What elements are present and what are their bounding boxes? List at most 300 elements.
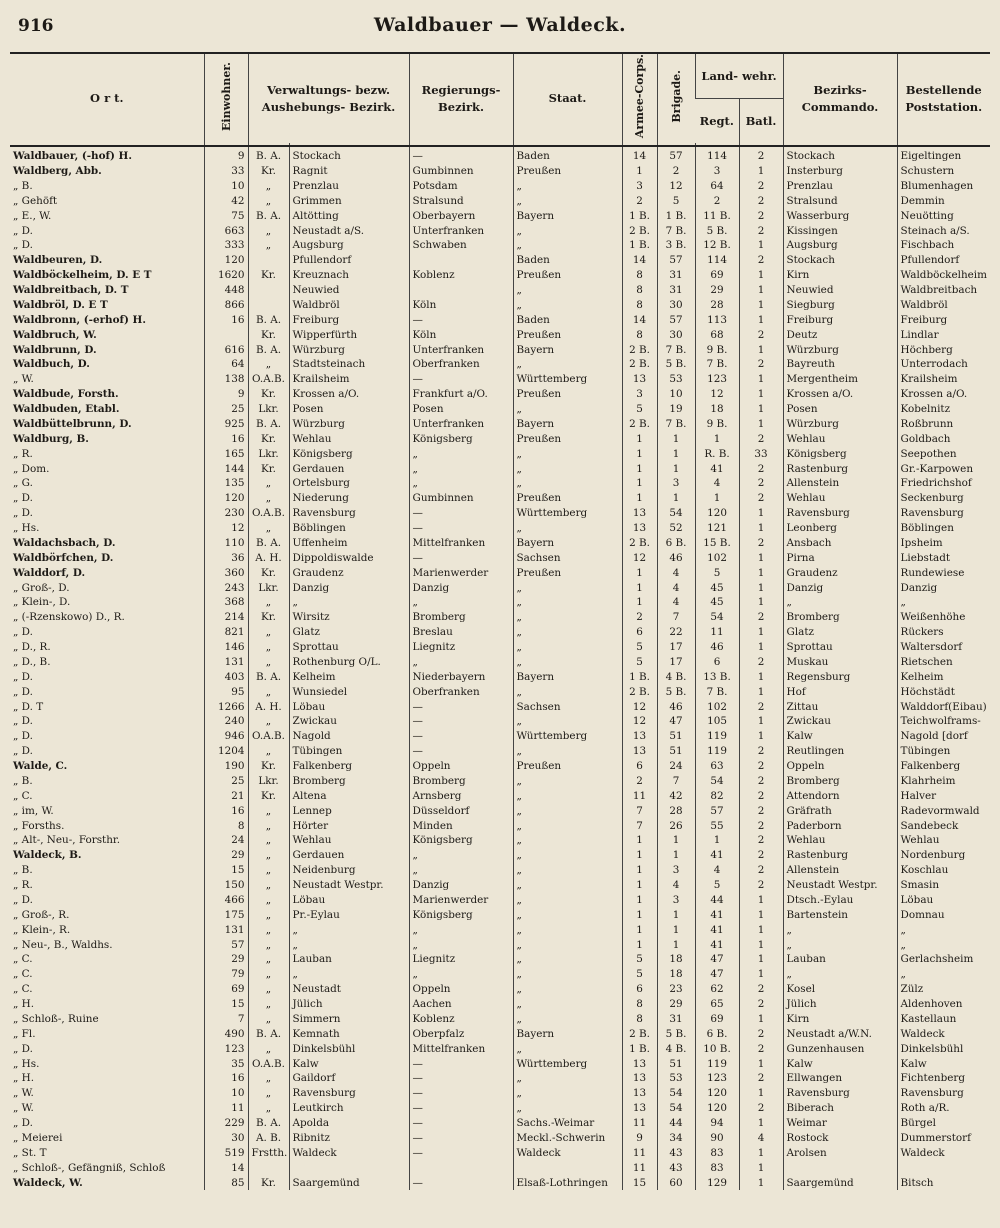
cell-ort: „ Hs. [13, 1057, 40, 1070]
table-row [10, 209, 990, 224]
cell-landwehr-batl: 1 [739, 952, 783, 967]
cell-regierungsbezirk: „ [409, 476, 513, 491]
cell-poststation: Smasin [897, 878, 990, 893]
cell-staat: Preußen [513, 268, 622, 283]
cell-staat: „ [513, 640, 622, 655]
cell-poststation: Tübingen [897, 744, 990, 759]
gazetteer-table [10, 54, 990, 1190]
cell-brigade: 34 [657, 1131, 695, 1146]
cell-landwehr-regt: 82 [695, 789, 739, 804]
table-row [10, 610, 990, 625]
cell-ort: „ C. [13, 968, 33, 981]
cell-behoerde: Lkr. [248, 402, 289, 417]
cell-ort: „ R. [13, 879, 33, 892]
cell-landwehr-batl: 1 [739, 551, 783, 566]
table-row [10, 1057, 990, 1072]
cell-landwehr-batl: 1 [739, 581, 783, 596]
cell-bezirks-commando: Freiburg [783, 313, 897, 328]
cell-einwohner: 146 [204, 640, 248, 655]
table-row [10, 551, 990, 566]
cell-landwehr-regt: 105 [695, 714, 739, 729]
cell-behoerde: Kr. [248, 789, 289, 804]
cell-brigade: 30 [657, 328, 695, 343]
cell-armee-corps: 6 [622, 759, 657, 774]
cell-regierungsbezirk: — [409, 1057, 513, 1072]
cell-brigade: 1 [657, 923, 695, 938]
cell-verwaltungsbezirk: Neustadt Westpr. [289, 878, 409, 893]
cell-landwehr-batl: 2 [739, 1071, 783, 1086]
cell-armee-corps: 13 [622, 1071, 657, 1086]
cell-regierungsbezirk: Oberfranken [409, 685, 513, 700]
cell-landwehr-regt: 9 B. [695, 417, 739, 432]
cell-landwehr-batl: 4 [739, 1131, 783, 1146]
cell-behoerde: Kr. [248, 387, 289, 402]
cell-bezirks-commando: Rastenburg [783, 462, 897, 477]
cell-ort: Waldachsbach, D. [13, 536, 116, 549]
cell-armee-corps: 2 [622, 774, 657, 789]
cell-bezirks-commando: Siegburg [783, 298, 897, 313]
cell-staat: „ [513, 804, 622, 819]
cell-poststation: Fichtenberg [897, 1071, 990, 1086]
cell-regierungsbezirk: „ [409, 848, 513, 863]
cell-staat: „ [513, 194, 622, 209]
cell-einwohner: 9 [204, 143, 248, 164]
cell-landwehr-batl: 1 [739, 313, 783, 328]
cell-landwehr-regt: 5 [695, 878, 739, 893]
cell-armee-corps: 2 B. [622, 417, 657, 432]
cell-brigade: 7 B. [657, 343, 695, 358]
cell-verwaltungsbezirk: Neuwied [289, 283, 409, 298]
cell-bezirks-commando: Ansbach [783, 536, 897, 551]
cell-landwehr-batl: 1 [739, 1146, 783, 1161]
cell-einwohner: 11 [204, 1101, 248, 1116]
cell-poststation: Freiburg [897, 313, 990, 328]
cell-regierungsbezirk: — [409, 143, 513, 164]
cell-landwehr-batl: 1 [739, 372, 783, 387]
cell-ort: „ D. [13, 1117, 33, 1130]
cell-landwehr-regt: 13 B. [695, 670, 739, 685]
cell-staat: „ [513, 863, 622, 878]
cell-einwohner: 135 [204, 476, 248, 491]
cell-landwehr-regt: 119 [695, 744, 739, 759]
cell-verwaltungsbezirk: Posen [289, 402, 409, 417]
cell-armee-corps: 13 [622, 1101, 657, 1116]
cell-brigade: 7 B. [657, 224, 695, 239]
cell-armee-corps: 1 [622, 833, 657, 848]
table-row [10, 194, 990, 209]
cell-behoerde: „ [248, 238, 289, 253]
cell-brigade: 12 [657, 179, 695, 194]
cell-einwohner: 16 [204, 804, 248, 819]
cell-verwaltungsbezirk: Pfullendorf [289, 253, 409, 268]
cell-regierungsbezirk: Frankfurt a/O. [409, 387, 513, 402]
cell-ort: Waldbruch, W. [13, 328, 97, 341]
cell-armee-corps: 8 [622, 997, 657, 1012]
cell-behoerde: „ [248, 1042, 289, 1057]
table-row [10, 447, 990, 462]
cell-regierungsbezirk: — [409, 700, 513, 715]
cell-landwehr-batl: 1 [739, 625, 783, 640]
cell-behoerde: „ [248, 997, 289, 1012]
cell-einwohner: 95 [204, 685, 248, 700]
cell-landwehr-batl: 2 [739, 253, 783, 268]
cell-einwohner: 1620 [204, 268, 248, 283]
cell-einwohner: 21 [204, 789, 248, 804]
cell-einwohner: 16 [204, 432, 248, 447]
cell-staat: Sachsen [513, 551, 622, 566]
cell-landwehr-regt: 65 [695, 997, 739, 1012]
cell-behoerde: O.A.B. [248, 729, 289, 744]
cell-brigade: 29 [657, 997, 695, 1012]
cell-bezirks-commando: Kalw [783, 1057, 897, 1072]
cell-behoerde: „ [248, 938, 289, 953]
cell-einwohner: 123 [204, 1042, 248, 1057]
cell-poststation: Dinkelsbühl [897, 1042, 990, 1057]
cell-landwehr-regt: 83 [695, 1161, 739, 1176]
cell-landwehr-batl: 1 [739, 164, 783, 179]
cell-staat: „ [513, 476, 622, 491]
cell-brigade: 3 [657, 476, 695, 491]
cell-staat: „ [513, 952, 622, 967]
cell-landwehr-regt: 114 [695, 143, 739, 164]
cell-regierungsbezirk: Oberbayern [409, 209, 513, 224]
cell-verwaltungsbezirk: Würzburg [289, 343, 409, 358]
cell-einwohner: 131 [204, 655, 248, 670]
cell-verwaltungsbezirk: Kalw [289, 1057, 409, 1072]
table-row [10, 476, 990, 491]
cell-ort: „ D. [13, 626, 33, 639]
cell-brigade: 4 B. [657, 1042, 695, 1057]
cell-staat: Württemberg [513, 372, 622, 387]
cell-staat: „ [513, 610, 622, 625]
cell-verwaltungsbezirk: Waldeck [289, 1146, 409, 1161]
table-row [10, 700, 990, 715]
cell-landwehr-batl: 1 [739, 1116, 783, 1131]
cell-poststation: Friedrichshof [897, 476, 990, 491]
cell-armee-corps: 1 [622, 848, 657, 863]
cell-poststation [897, 1161, 990, 1176]
cell-armee-corps: 1 [622, 164, 657, 179]
cell-einwohner: 466 [204, 893, 248, 908]
cell-bezirks-commando: Oppeln [783, 759, 897, 774]
cell-bezirks-commando: Würzburg [783, 417, 897, 432]
cell-behoerde: Kr. [248, 268, 289, 283]
cell-regierungsbezirk: — [409, 744, 513, 759]
cell-regierungsbezirk: „ [409, 863, 513, 878]
cell-brigade: 3 [657, 893, 695, 908]
cell-ort: „ W. [13, 1102, 34, 1115]
cell-ort: Waldberg, Abb. [13, 165, 102, 178]
col-header-post: Bestellende Poststation. [897, 54, 990, 143]
table-row [10, 744, 990, 759]
cell-ort: „ D. [13, 507, 33, 520]
cell-brigade: 4 [657, 595, 695, 610]
col-header-ort: O r t. [90, 91, 124, 106]
cell-bezirks-commando: Posen [783, 402, 897, 417]
cell-ort: „ St. T [13, 1146, 47, 1159]
table-row [10, 581, 990, 596]
cell-staat: Baden [513, 253, 622, 268]
cell-bezirks-commando: Rostock [783, 1131, 897, 1146]
cell-brigade: 17 [657, 640, 695, 655]
cell-bezirks-commando: Mergentheim [783, 372, 897, 387]
cell-bezirks-commando: Reutlingen [783, 744, 897, 759]
cell-landwehr-batl: 1 [739, 1057, 783, 1072]
cell-einwohner: 42 [204, 194, 248, 209]
cell-brigade: 1 [657, 491, 695, 506]
cell-behoerde: „ [248, 952, 289, 967]
cell-armee-corps: 6 [622, 982, 657, 997]
cell-einwohner: 360 [204, 566, 248, 581]
cell-behoerde: B. A. [248, 313, 289, 328]
table-row [10, 714, 990, 729]
table-row [10, 997, 990, 1012]
cell-ort: Waldbeuren, D. [13, 254, 103, 267]
cell-landwehr-batl: 2 [739, 1027, 783, 1042]
cell-landwehr-batl: 1 [739, 893, 783, 908]
cell-armee-corps: 13 [622, 744, 657, 759]
cell-poststation: Neuötting [897, 209, 990, 224]
cell-armee-corps: 1 [622, 923, 657, 938]
cell-brigade: 4 [657, 566, 695, 581]
cell-armee-corps: 13 [622, 372, 657, 387]
cell-bezirks-commando: Graudenz [783, 566, 897, 581]
cell-armee-corps: 8 [622, 283, 657, 298]
cell-regierungsbezirk: Mittelfranken [409, 1042, 513, 1057]
cell-landwehr-batl: 2 [739, 1042, 783, 1057]
cell-verwaltungsbezirk: Neustadt [289, 982, 409, 997]
table-row [10, 774, 990, 789]
cell-verwaltungsbezirk: Wipperfürth [289, 328, 409, 343]
cell-armee-corps: 2 B. [622, 1027, 657, 1042]
cell-staat: Sachsen [513, 700, 622, 715]
cell-regierungsbezirk: — [409, 714, 513, 729]
cell-staat: „ [513, 581, 622, 596]
cell-verwaltungsbezirk: Prenzlau [289, 179, 409, 194]
cell-verwaltungsbezirk: Bromberg [289, 774, 409, 789]
cell-ort: „ D. [13, 685, 33, 698]
cell-ort: „ R. [13, 447, 33, 460]
table-row [10, 313, 990, 328]
cell-brigade: 1 [657, 908, 695, 923]
cell-bezirks-commando: Kissingen [783, 224, 897, 239]
cell-landwehr-batl: 2 [739, 462, 783, 477]
cell-einwohner: 240 [204, 714, 248, 729]
cell-bezirks-commando: Attendorn [783, 789, 897, 804]
cell-armee-corps: 2 [622, 194, 657, 209]
table-row [10, 1101, 990, 1116]
cell-staat: „ [513, 655, 622, 670]
cell-staat: Württemberg [513, 1057, 622, 1072]
cell-verwaltungsbezirk: Königsberg [289, 447, 409, 462]
cell-bezirks-commando: „ [783, 938, 897, 953]
cell-landwehr-regt: 47 [695, 952, 739, 967]
cell-armee-corps: 14 [622, 313, 657, 328]
table-row [10, 238, 990, 253]
cell-landwehr-batl: 2 [739, 878, 783, 893]
cell-behoerde: „ [248, 179, 289, 194]
cell-staat: „ [513, 848, 622, 863]
cell-bezirks-commando: Kosel [783, 982, 897, 997]
cell-regierungsbezirk: Oberfranken [409, 357, 513, 372]
cell-armee-corps: 6 [622, 625, 657, 640]
cell-verwaltungsbezirk: Simmern [289, 1012, 409, 1027]
cell-regierungsbezirk: — [409, 1146, 513, 1161]
cell-regierungsbezirk: — [409, 1176, 513, 1191]
cell-einwohner: 24 [204, 833, 248, 848]
cell-bezirks-commando: Neuwied [783, 283, 897, 298]
cell-ort: „ D. [13, 745, 33, 758]
cell-ort: „ B. [13, 864, 33, 877]
cell-bezirks-commando: Saargemünd [783, 1176, 897, 1191]
cell-staat: „ [513, 447, 622, 462]
cell-regierungsbezirk: — [409, 729, 513, 744]
table-row [10, 729, 990, 744]
cell-landwehr-regt: 6 B. [695, 1027, 739, 1042]
cell-ort: „ Schloß-, Gefängniß, Schloß [13, 1161, 166, 1174]
table-row [10, 268, 990, 283]
cell-einwohner: 150 [204, 878, 248, 893]
cell-landwehr-regt: 6 [695, 655, 739, 670]
cell-armee-corps: 11 [622, 1146, 657, 1161]
cell-bezirks-commando: Leonberg [783, 521, 897, 536]
cell-armee-corps: 5 [622, 952, 657, 967]
cell-landwehr-batl: 2 [739, 759, 783, 774]
cell-behoerde: „ [248, 224, 289, 239]
cell-behoerde: „ [248, 878, 289, 893]
table-row [10, 685, 990, 700]
cell-ort: „ G. [13, 477, 33, 490]
cell-staat: Bayern [513, 417, 622, 432]
cell-armee-corps: 9 [622, 1131, 657, 1146]
cell-brigade: 6 B. [657, 536, 695, 551]
cell-landwehr-batl: 2 [739, 982, 783, 997]
cell-landwehr-batl: 1 [739, 967, 783, 982]
cell-landwehr-batl: 1 [739, 595, 783, 610]
cell-poststation: Löbau [897, 893, 990, 908]
cell-behoerde: „ [248, 833, 289, 848]
cell-einwohner: 7 [204, 1012, 248, 1027]
cell-einwohner: 14 [204, 1161, 248, 1176]
cell-behoerde: „ [248, 625, 289, 640]
cell-einwohner: 64 [204, 357, 248, 372]
cell-regierungsbezirk [409, 253, 513, 268]
cell-bezirks-commando: Kalw [783, 729, 897, 744]
cell-brigade: 5 B. [657, 357, 695, 372]
cell-ort: „ D. [13, 893, 33, 906]
cell-behoerde: Kr. [248, 1176, 289, 1191]
table-row [10, 655, 990, 670]
cell-behoerde: Lkr. [248, 774, 289, 789]
cell-poststation: Blumenhagen [897, 179, 990, 194]
cell-verwaltungsbezirk: „ [289, 923, 409, 938]
cell-staat: „ [513, 789, 622, 804]
cell-bezirks-commando: Weimar [783, 1116, 897, 1131]
cell-ort: „ Schloß-, Ruine [13, 1012, 99, 1025]
cell-poststation: Teichwolframs- [897, 714, 990, 729]
cell-brigade: 4 B. [657, 670, 695, 685]
cell-armee-corps: 11 [622, 789, 657, 804]
cell-verwaltungsbezirk: Stadtsteinach [289, 357, 409, 372]
cell-landwehr-regt: 69 [695, 268, 739, 283]
cell-behoerde: Kr. [248, 328, 289, 343]
cell-landwehr-regt: 3 [695, 164, 739, 179]
cell-brigade: 31 [657, 268, 695, 283]
cell-behoerde: „ [248, 744, 289, 759]
cell-landwehr-batl: 1 [739, 923, 783, 938]
cell-poststation: Pfullendorf [897, 253, 990, 268]
cell-staat: „ [513, 357, 622, 372]
cell-landwehr-batl: 1 [739, 908, 783, 923]
cell-ort: „ C. [13, 983, 33, 996]
col-header-regierung: Regierungs- Bezirk. [409, 54, 513, 143]
cell-landwehr-regt: 120 [695, 1086, 739, 1101]
cell-ort: „ D. [13, 730, 33, 743]
cell-einwohner: 35 [204, 1057, 248, 1072]
cell-regierungsbezirk: — [409, 313, 513, 328]
cell-bezirks-commando [783, 1161, 897, 1176]
cell-einwohner: 616 [204, 343, 248, 358]
col-header-landwehr: Land- wehr. [695, 54, 783, 99]
cell-landwehr-batl: 1 [739, 566, 783, 581]
table-row [10, 804, 990, 819]
cell-poststation: Rietschen [897, 655, 990, 670]
cell-bezirks-commando: Augsburg [783, 238, 897, 253]
cell-verwaltungsbezirk: Lennep [289, 804, 409, 819]
cell-landwehr-regt: 114 [695, 253, 739, 268]
cell-poststation: Liebstadt [897, 551, 990, 566]
cell-poststation: Kastellaun [897, 1012, 990, 1027]
cell-landwehr-regt: 102 [695, 700, 739, 715]
cell-staat: Meckl.-Schwerin [513, 1131, 622, 1146]
cell-einwohner: 33 [204, 164, 248, 179]
cell-brigade: 7 [657, 610, 695, 625]
cell-ort: Waldbauer, (-hof) H. [13, 150, 132, 163]
cell-brigade: 51 [657, 744, 695, 759]
cell-poststation: Waldbreitbach [897, 283, 990, 298]
cell-armee-corps: 1 [622, 491, 657, 506]
cell-einwohner: 368 [204, 595, 248, 610]
cell-landwehr-regt: 9 B. [695, 343, 739, 358]
cell-landwehr-regt: 28 [695, 298, 739, 313]
table-row [10, 253, 990, 268]
cell-poststation: Seckenburg [897, 491, 990, 506]
cell-behoerde: B. A. [248, 1027, 289, 1042]
cell-ort: „ (-Rzenskowo) D., R. [13, 611, 125, 624]
cell-poststation: Waldeck [897, 1027, 990, 1042]
cell-ort: „ Alt-, Neu-, Forsthr. [13, 834, 121, 847]
cell-ort: Waldbröl, D. E T [13, 298, 108, 311]
cell-landwehr-batl: 1 [739, 417, 783, 432]
cell-einwohner: 57 [204, 938, 248, 953]
cell-staat: „ [513, 283, 622, 298]
cell-poststation: Walddorf(Eibau) [897, 700, 990, 715]
cell-brigade: 31 [657, 283, 695, 298]
col-header-brigade: Brigade. [657, 54, 695, 143]
cell-poststation: Höchberg [897, 343, 990, 358]
cell-einwohner: 946 [204, 729, 248, 744]
col-header-staat: Staat. [513, 54, 622, 143]
cell-poststation: Bürgel [897, 1116, 990, 1131]
cell-armee-corps: 13 [622, 1086, 657, 1101]
cell-ort: Walde, C. [13, 760, 68, 773]
cell-landwehr-batl: 2 [739, 179, 783, 194]
cell-regierungsbezirk: „ [409, 655, 513, 670]
table-row [10, 372, 990, 387]
cell-verwaltungsbezirk: „ [289, 938, 409, 953]
cell-landwehr-regt: 10 B. [695, 1042, 739, 1057]
cell-regierungsbezirk: „ [409, 923, 513, 938]
